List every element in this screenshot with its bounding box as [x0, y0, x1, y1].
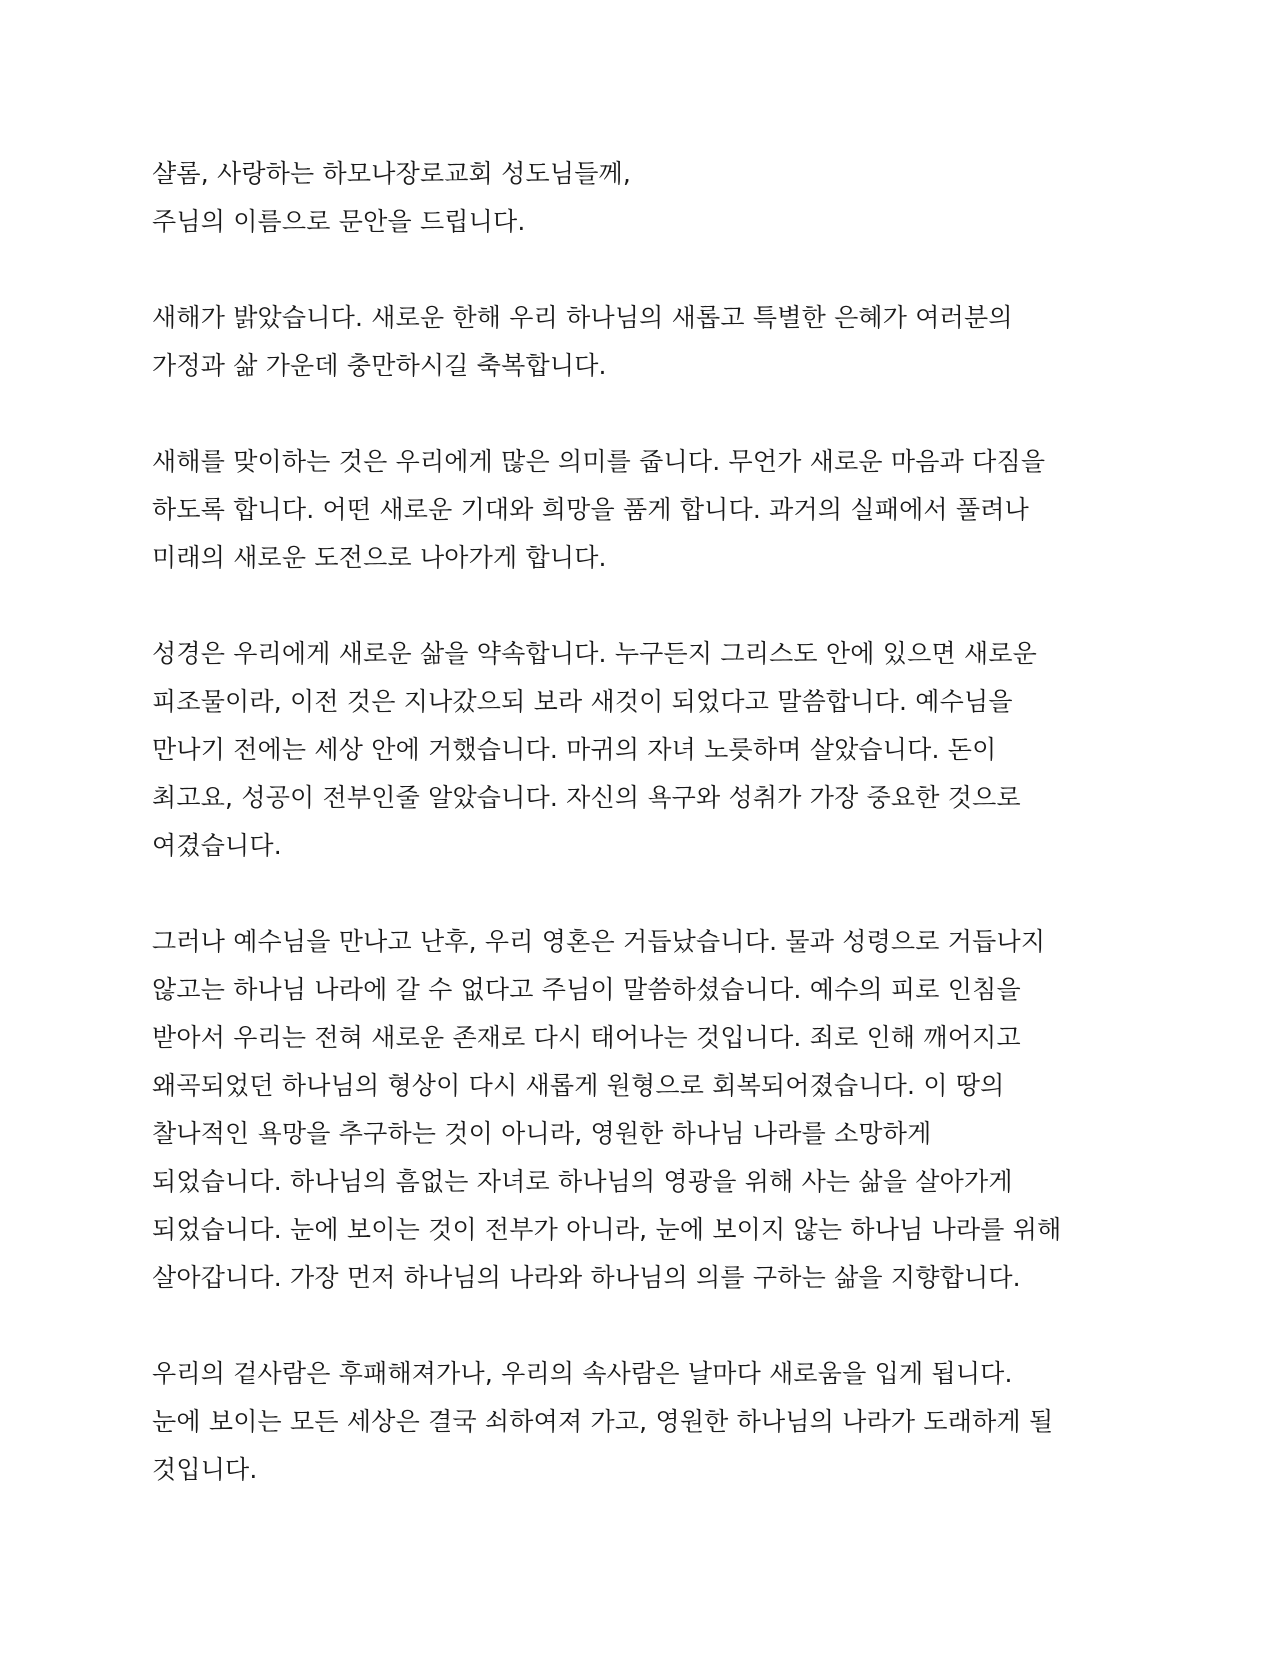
text-line: 최고요, 성공이 전부인줄 알았습니다. 자신의 욕구와 성취가 가장 중요한 것으로 [152, 783, 1021, 812]
new-creation-paragraph [152, 630, 1152, 870]
new-year-meaning-paragraph [152, 438, 1152, 582]
new-year-blessing-paragraph [152, 294, 1152, 390]
text-line: 살아갑니다. 가장 먼저 하나님의 나라와 하나님의 의를 구하는 삶을 지향합니다. [152, 1263, 1021, 1292]
text-line: 눈에 보이는 모든 세상은 결국 쇠하여져 가고, 영원한 하나님의 나라가 도래하게 될 [152, 1407, 1054, 1436]
text-line: 않고는 하나님 나라에 갈 수 없다고 주님이 말씀하셨습니다. 예수의 피로 인침을 [152, 975, 1021, 1004]
text-line: 되었습니다. 하나님의 흠없는 자녀로 하나님의 영광을 위해 사는 삶을 살아가게 [152, 1167, 1013, 1196]
text-line: 되었습니다. 눈에 보이는 것이 전부가 아니라, 눈에 보이지 않는 하나님 나라를 위해 [152, 1215, 1062, 1244]
text-line: 주님의 이름으로 문안을 드립니다. [152, 207, 526, 236]
text-line: 새해가 밝았습니다. 새로운 한해 우리 하나님의 새롭고 특별한 은혜가 여러분의 [152, 303, 1013, 332]
text-line: 피조물이라, 이전 것은 지나갔으되 보라 새것이 되었다고 말씀합니다. 예수님을 [152, 687, 1013, 716]
text-line: 만나기 전에는 세상 안에 거했습니다. 마귀의 자녀 노릇하며 살았습니다. 돈이 [152, 735, 997, 764]
text-line: 것입니다. [152, 1455, 258, 1484]
rebirth-paragraph [152, 918, 1152, 1302]
text-line: 찰나적인 욕망을 추구하는 것이 아니라, 영원한 하나님 나라를 소망하게 [152, 1119, 932, 1148]
text-line: 가정과 삶 가운데 충만하시길 축복합니다. [152, 351, 607, 380]
text-line: 새해를 맞이하는 것은 우리에게 많은 의미를 줍니다. 무언가 새로운 마음과 다짐을 [152, 447, 1046, 476]
text-line: 샬롬, 사랑하는 하모나장로교회 성도님들께, [152, 159, 632, 188]
text-line: 미래의 새로운 도전으로 나아가게 합니다. [152, 543, 607, 572]
greeting-paragraph [152, 150, 1152, 246]
letter-body [152, 150, 1152, 1542]
text-line: 성경은 우리에게 새로운 삶을 약속합니다. 누구든지 그리스도 안에 있으면 새로운 [152, 639, 1038, 668]
renewal-paragraph [152, 1350, 1152, 1494]
text-line: 우리의 겉사람은 후패해져가나, 우리의 속사람은 날마다 새로움을 입게 됩니다. [152, 1359, 1013, 1388]
text-line: 왜곡되었던 하나님의 형상이 다시 새롭게 원형으로 회복되어졌습니다. 이 땅의 [152, 1071, 1005, 1100]
text-line: 여겼습니다. [152, 831, 282, 860]
text-line: 하도록 합니다. 어떤 새로운 기대와 희망을 품게 합니다. 과거의 실패에서 풀려나 [152, 495, 1029, 524]
text-line: 그러나 예수님을 만나고 난후, 우리 영혼은 거듭났습니다. 물과 성령으로 거듭나지 [152, 927, 1046, 956]
text-line: 받아서 우리는 전혀 새로운 존재로 다시 태어나는 것입니다. 죄로 인해 깨어지고 [152, 1023, 1021, 1052]
